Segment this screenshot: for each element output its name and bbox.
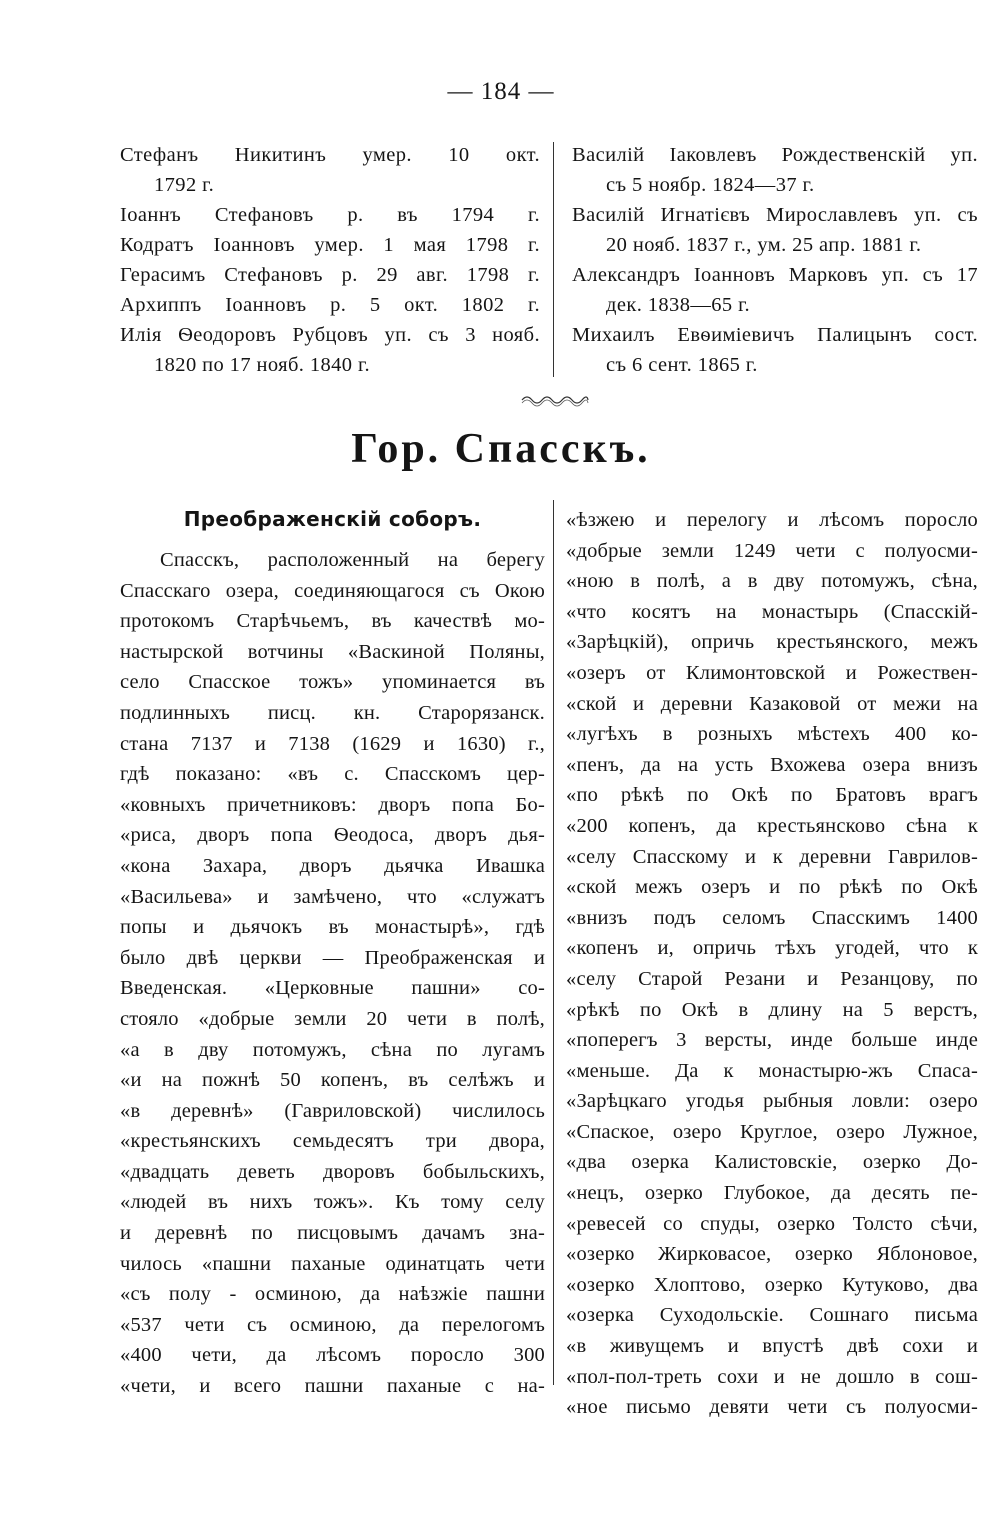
subsection-title: Преображенскій соборъ.: [183, 507, 482, 531]
text-line: «озерка Суходольскіе. Сошнаго письма: [566, 1304, 978, 1327]
page-number: — 184 —: [447, 78, 555, 105]
entry-line: Іоаннъ Стефановъ р. въ 1794 г.: [120, 204, 540, 226]
text-line: «внизъ подъ селомъ Спасскимъ 1400: [566, 906, 978, 929]
entry-line: Василій Игнатієвъ Мирославлевъ уп. съ: [572, 204, 978, 226]
text-line: «в деревнѣ» (Гавриловской) числилось: [120, 1099, 545, 1122]
text-line: «ковныхъ причетниковъ: дворъ попа Бо-: [120, 793, 545, 816]
text-line: «и на пожнѣ 50 копенъ, въ селѣжъ и: [120, 1069, 545, 1092]
text-line: «копенъ и, опричь тѣхъ угодей, что к: [566, 937, 978, 960]
text-line: попы и дьячокъ въ монастырѣ», гдѣ: [120, 916, 545, 939]
text-line: «рѣкѣ по Окѣ в длину на 5 верстъ,: [566, 998, 978, 1021]
text-line: «людей въ нихъ тожъ». Къ тому селу: [120, 1191, 545, 1214]
entry-line: Кодратъ Іоанновъ умер. 1 мая 1798 г.: [120, 234, 540, 256]
text-line: «Зарѣцкаго угодья рыбныя ловли: озеро: [566, 1090, 978, 1113]
text-line: «Спаское, озеро Круглое, озеро Лужное,: [566, 1120, 978, 1143]
clergy-entry: [120, 290, 540, 320]
clergy-entry: [572, 200, 978, 260]
text-line: село Спасское тожъ» упоминается въ: [120, 671, 545, 694]
text-line: стана 7137 и 7138 (1629 и 1630) г.,: [120, 732, 545, 755]
entry-line: Александръ Іоанновъ Марковъ уп. съ 17: [572, 264, 978, 286]
text-line: «озеръ от Климонтовской и Рожествен-: [566, 661, 978, 684]
left-paragraph: [120, 545, 545, 1402]
text-line: «чети, и всего пашни паханые с на-: [120, 1375, 545, 1398]
text-line: «Васильева» и замѣчено, что «служатъ: [120, 885, 545, 908]
clergy-entry: [120, 230, 540, 260]
clergy-list-right: [572, 140, 978, 380]
right-paragraph: [566, 505, 978, 1423]
text-line: «селу Спасскому и к деревни Гаврилов-: [566, 845, 978, 868]
clergy-entry: [572, 140, 978, 200]
text-line: настырской вотчины «Васкиной Поляны,: [120, 640, 545, 663]
wavy-divider-ornament: [520, 392, 590, 408]
entry-line: Василій Іаковлевъ Рождественскій уп.: [572, 144, 978, 166]
text-line: «два озерка Калистовскіе, озерко До-: [566, 1151, 978, 1174]
text-line: чилось «пашни паханые одинатцать чети: [120, 1252, 545, 1275]
entry-line-continued: 1820 по 17 нояб. 1840 г.: [154, 354, 370, 376]
text-line: «в живущемъ и впустѣ двѣ сохи и: [566, 1335, 978, 1358]
text-line: «что косятъ на монастырь (Спасскій-: [566, 600, 978, 623]
text-line: «поперегъ 3 версты, инде больше инде: [566, 1029, 978, 1052]
clergy-entry: [120, 140, 540, 200]
text-line: «добрые земли 1249 чети с полуосми-: [566, 539, 978, 562]
text-line: «ревесей со спуды, озерко Толсто сѣчи,: [566, 1212, 978, 1235]
text-line: гдѣ показано: «въ с. Спасскомъ цер-: [120, 763, 545, 786]
text-line: Спасскаго озера, соединяющагося съ Окою: [120, 579, 545, 602]
text-line: «200 копенъ, да крестьянсково сѣна к: [566, 814, 978, 837]
entry-line: Архиппъ Іоанновъ р. 5 окт. 1802 г.: [120, 294, 540, 316]
entry-line-continued: съ 6 сент. 1865 г.: [606, 354, 758, 376]
text-line: «Зарѣцкій), опричь крестьянского, межъ: [566, 631, 978, 654]
clergy-entry: [120, 320, 540, 380]
text-line: «озерко Хлоптово, озерко Кутуково, два: [566, 1273, 978, 1296]
clergy-entry: [572, 320, 978, 380]
entry-line: Илія Ѳеодоровъ Рубцовъ уп. съ 3 нояб.: [120, 324, 540, 346]
text-line: «ской и деревни Казаковой от межи на: [566, 692, 978, 715]
text-line: «537 чети съ осминою, да перелогомъ: [120, 1313, 545, 1336]
text-line: было двѣ церкви — Преображенская и: [120, 946, 545, 969]
text-line: протокомъ Старѣчьемъ, въ качествѣ мо-: [120, 610, 545, 633]
text-line: «лугѣхъ в розныхъ мѣстехъ 400 ко-: [566, 723, 978, 746]
left-text-column: [120, 505, 545, 1402]
entry-line-continued: дек. 1838—65 г.: [606, 294, 751, 316]
text-line: «селу Старой Резани и Резанцову, по: [566, 967, 978, 990]
text-line: «ѣзжею и перелогу и лѣсомъ поросло: [566, 509, 978, 531]
entry-line-continued: съ 5 ноябр. 1824—37 г.: [606, 174, 815, 196]
text-line: «по рѣкѣ по Окѣ по Братовъ врагъ: [566, 784, 978, 807]
clergy-list-left: [120, 140, 540, 380]
section-title: Гор. Спасскъ.: [351, 426, 651, 472]
text-line: «крестьянскихъ семьдесятъ три двора,: [120, 1130, 545, 1153]
text-line: «пол-пол-треть сохи и не дошло в сош-: [566, 1365, 978, 1388]
clergy-entry: [120, 200, 540, 230]
entry-line: Герасимъ Стефановъ р. 29 авг. 1798 г.: [120, 264, 540, 286]
text-line: стояло «добрые земли 20 чети в полѣ,: [120, 1007, 545, 1030]
text-line: «съ полу - осминою, да наѣзжіе пашни: [120, 1283, 545, 1306]
text-line: и деревнѣ по писцовымъ дачамъ зна-: [120, 1222, 545, 1245]
text-line: «ною в полѣ, а в дву потомужъ, сѣна,: [566, 570, 978, 593]
text-line: «нецъ, озерко Глубокое, да десять пе-: [566, 1182, 978, 1205]
entry-line: Стефанъ Никитинъ умер. 10 окт.: [120, 144, 540, 166]
text-line: «кона Захара, дворъ дьячка Ивашка: [120, 854, 545, 877]
text-line: Спасскъ, расположенный на берегу: [160, 549, 545, 571]
text-line: «озерко Жирковасое, озерко Яблоновое,: [566, 1243, 978, 1266]
clergy-entry: [572, 260, 978, 320]
text-line: «400 чети, да лѣсомъ поросло 300: [120, 1344, 545, 1367]
text-line: «ской межъ озеръ и по рѣкѣ по Окѣ: [566, 876, 978, 899]
text-line: подлинныхъ писц. кн. Старорязанск.: [120, 701, 545, 724]
column-divider-main: [553, 500, 554, 1385]
entry-line: Михаилъ Евѳиміевичъ Палицынъ сост.: [572, 324, 978, 346]
text-line: «меньше. Да к монастырю-жъ Спаса-: [566, 1059, 978, 1082]
right-text-column: [566, 505, 978, 1423]
text-line: Введенская. «Церковные пашни» со-: [120, 977, 545, 1000]
text-line: «а в дву потомужъ, сѣна по лугамъ: [120, 1038, 545, 1061]
text-line: «риса, дворъ попа Ѳеодоса, дворъ дья-: [120, 824, 545, 847]
entry-line-continued: 1792 г.: [154, 174, 215, 196]
column-divider-top: [553, 142, 554, 377]
text-line: «двадцать деветь дворовъ бобыльскихъ,: [120, 1160, 545, 1183]
text-line: «пенъ, да на усть Вхожева озера внизъ: [566, 753, 978, 776]
entry-line-continued: 20 нояб. 1837 г., ум. 25 апр. 1881 г.: [606, 234, 922, 256]
text-line: «ное письмо девяти чети съ полуосми-: [566, 1396, 978, 1419]
clergy-entry: [120, 260, 540, 290]
